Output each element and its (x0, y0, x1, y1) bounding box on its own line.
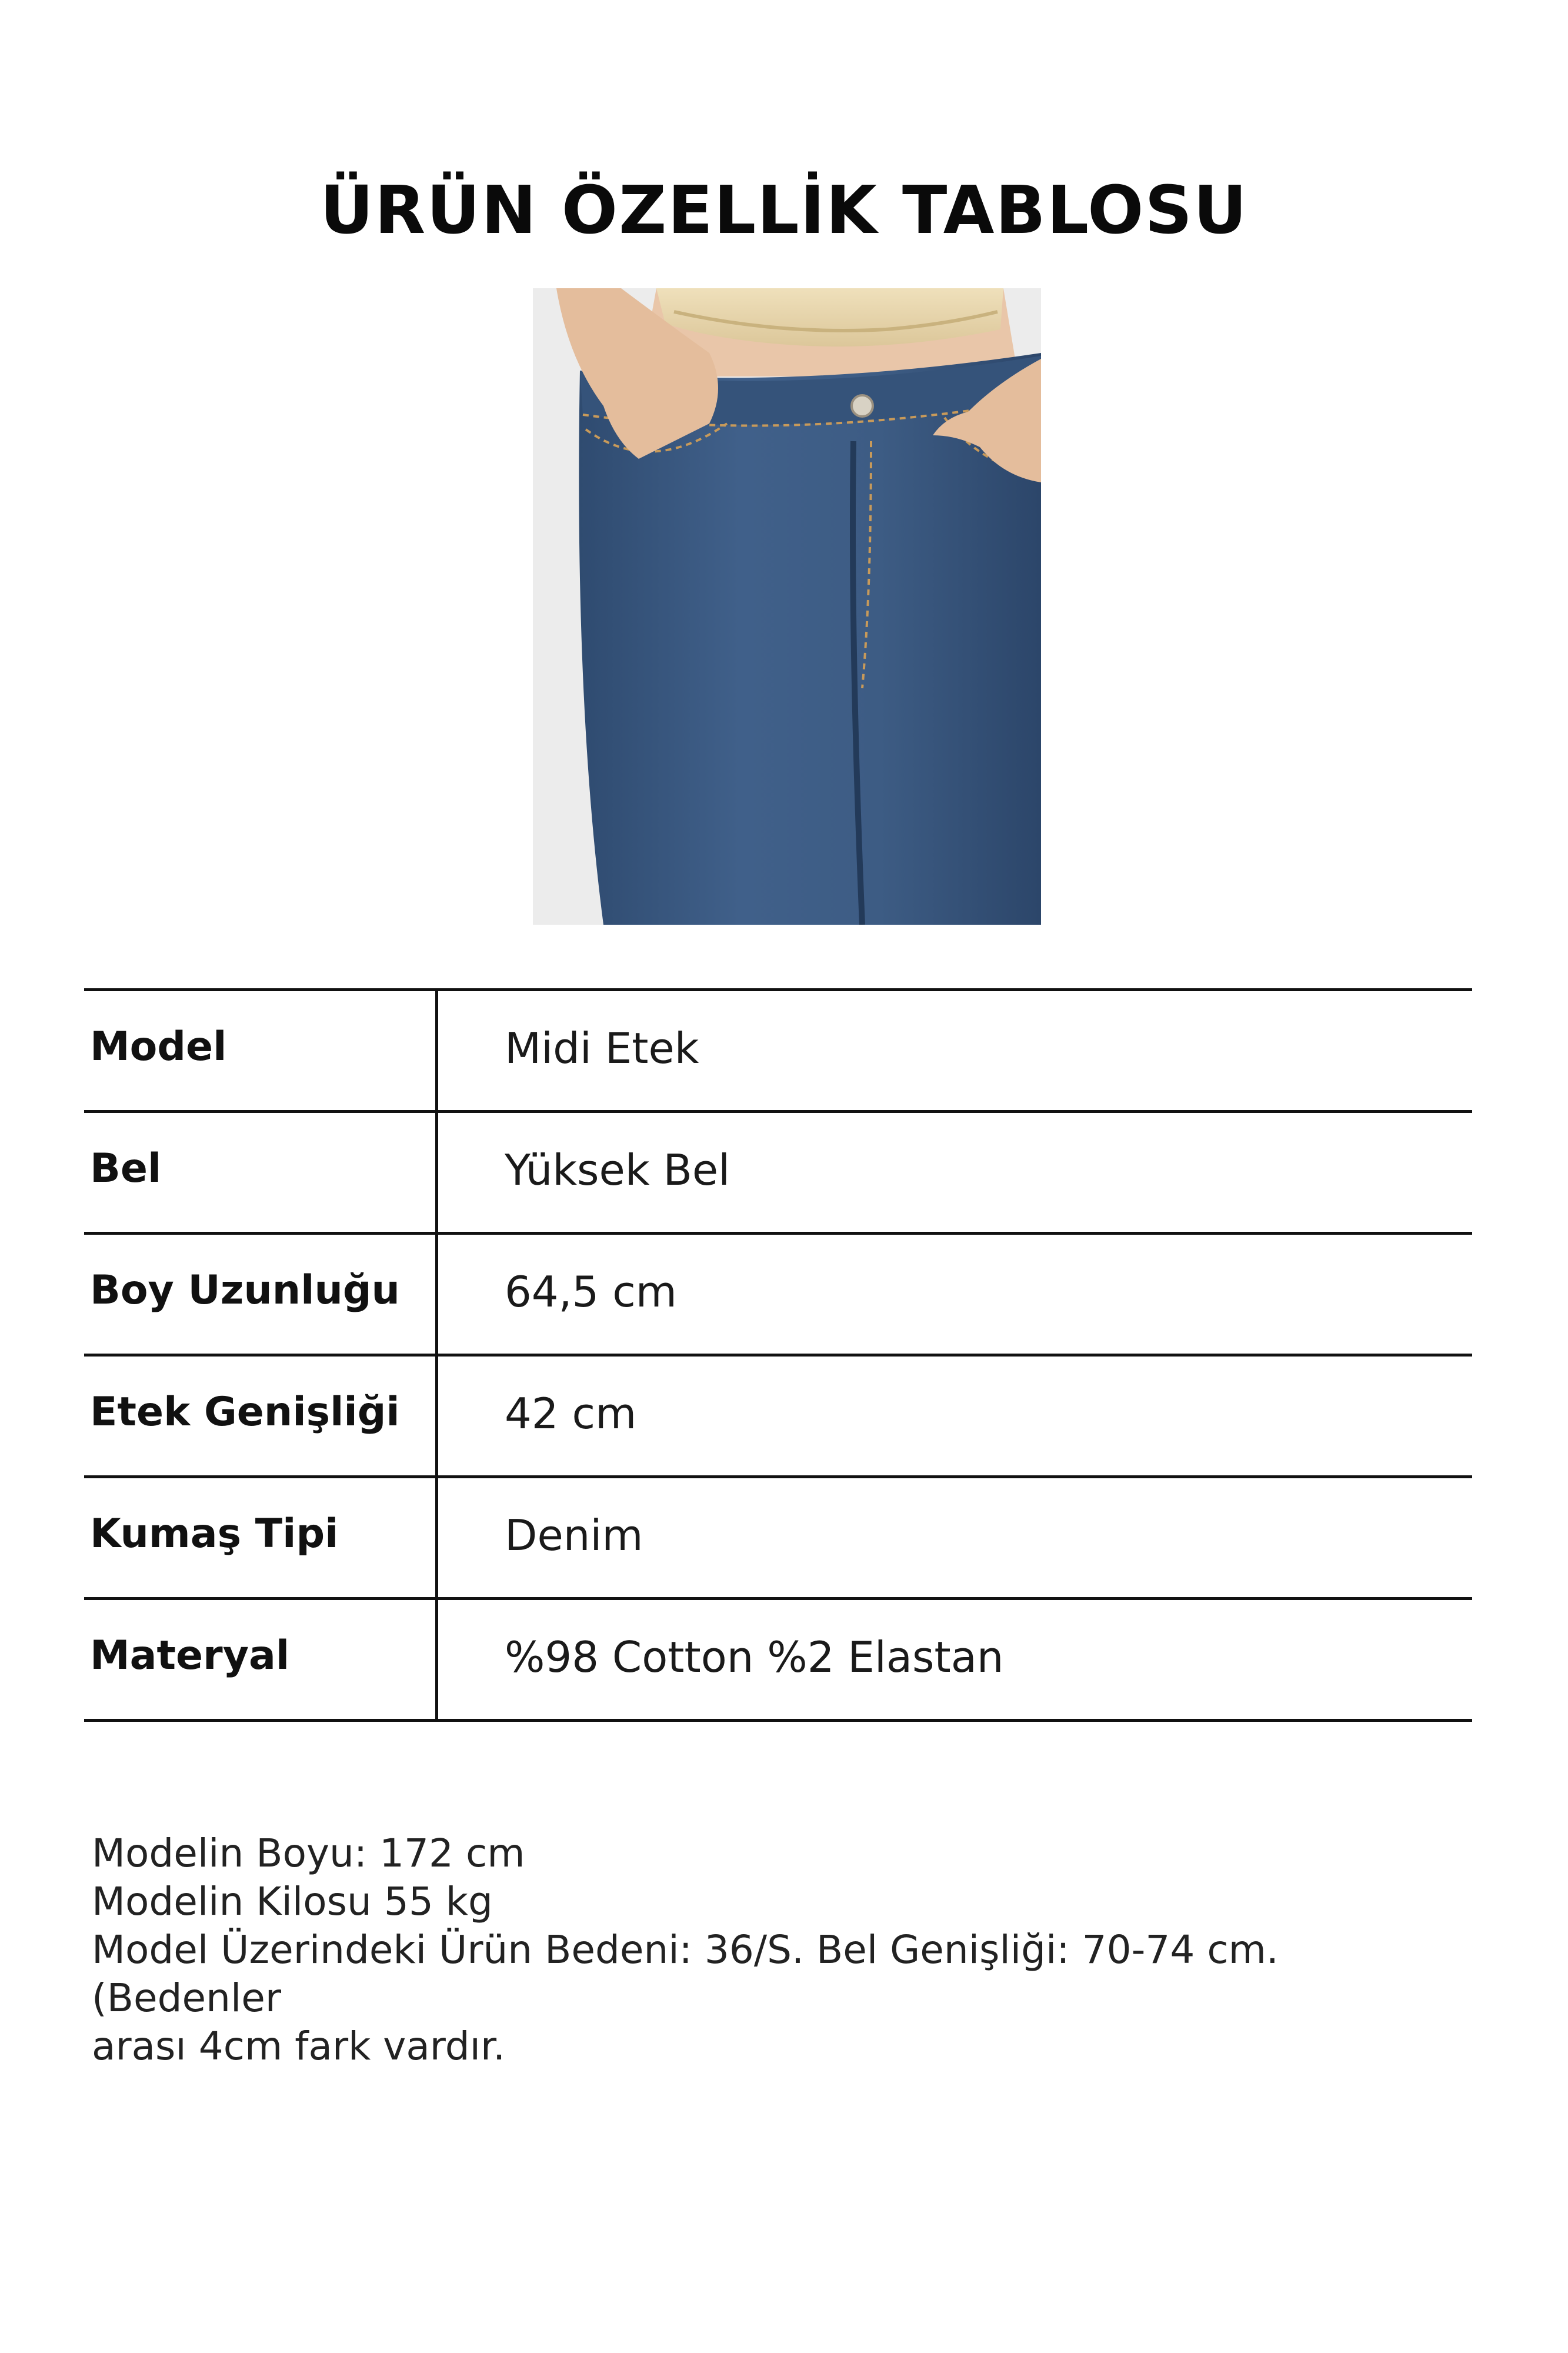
spec-label: Etek Genişliği (90, 1389, 400, 1435)
spec-value: 42 cm (505, 1389, 637, 1438)
spec-label: Boy Uzunluğu (90, 1267, 400, 1314)
spec-row-kumas-tipi (84, 1475, 1472, 1597)
spec-value: Midi Etek (505, 1024, 699, 1073)
denim-skirt-illustration (533, 288, 1041, 925)
spec-value: Yüksek Bel (505, 1145, 730, 1195)
spec-label: Materyal (90, 1632, 290, 1679)
note-line: arası 4cm fark vardır. (92, 2024, 506, 2069)
column-divider (435, 1600, 438, 1719)
column-divider (435, 1478, 438, 1597)
spec-row-materyal (84, 1597, 1472, 1722)
spec-label: Kumaş Tipi (90, 1511, 339, 1557)
column-divider (435, 991, 438, 1110)
note-line: Modelin Kilosu 55 kg (92, 1879, 493, 1924)
note-line: Modelin Boyu: 172 cm (92, 1831, 525, 1876)
spec-row-model (84, 988, 1472, 1110)
spec-row-bel (84, 1110, 1472, 1232)
spec-value: %98 Cotton %2 Elastan (505, 1632, 1004, 1682)
spec-value: 64,5 cm (505, 1267, 677, 1317)
product-photo (533, 288, 1041, 925)
spec-label: Model (90, 1024, 227, 1070)
spec-value: Denim (505, 1511, 643, 1560)
spec-row-boy-uzunlugu (84, 1232, 1472, 1354)
model-notes (92, 1829, 1468, 2071)
spec-label: Bel (90, 1145, 162, 1192)
column-divider (435, 1235, 438, 1354)
page-title: ÜRÜN ÖZELLİK TABLOSU (320, 172, 1248, 249)
column-divider (435, 1113, 438, 1232)
spec-row-etek-genisligi (84, 1354, 1472, 1475)
spec-table (84, 988, 1472, 1722)
note-line: Model Üzerindeki Ürün Bedeni: 36/S. Bel Genişliği: 70-74 cm. (Bedenler (92, 1927, 1279, 2021)
column-divider (435, 1357, 438, 1475)
